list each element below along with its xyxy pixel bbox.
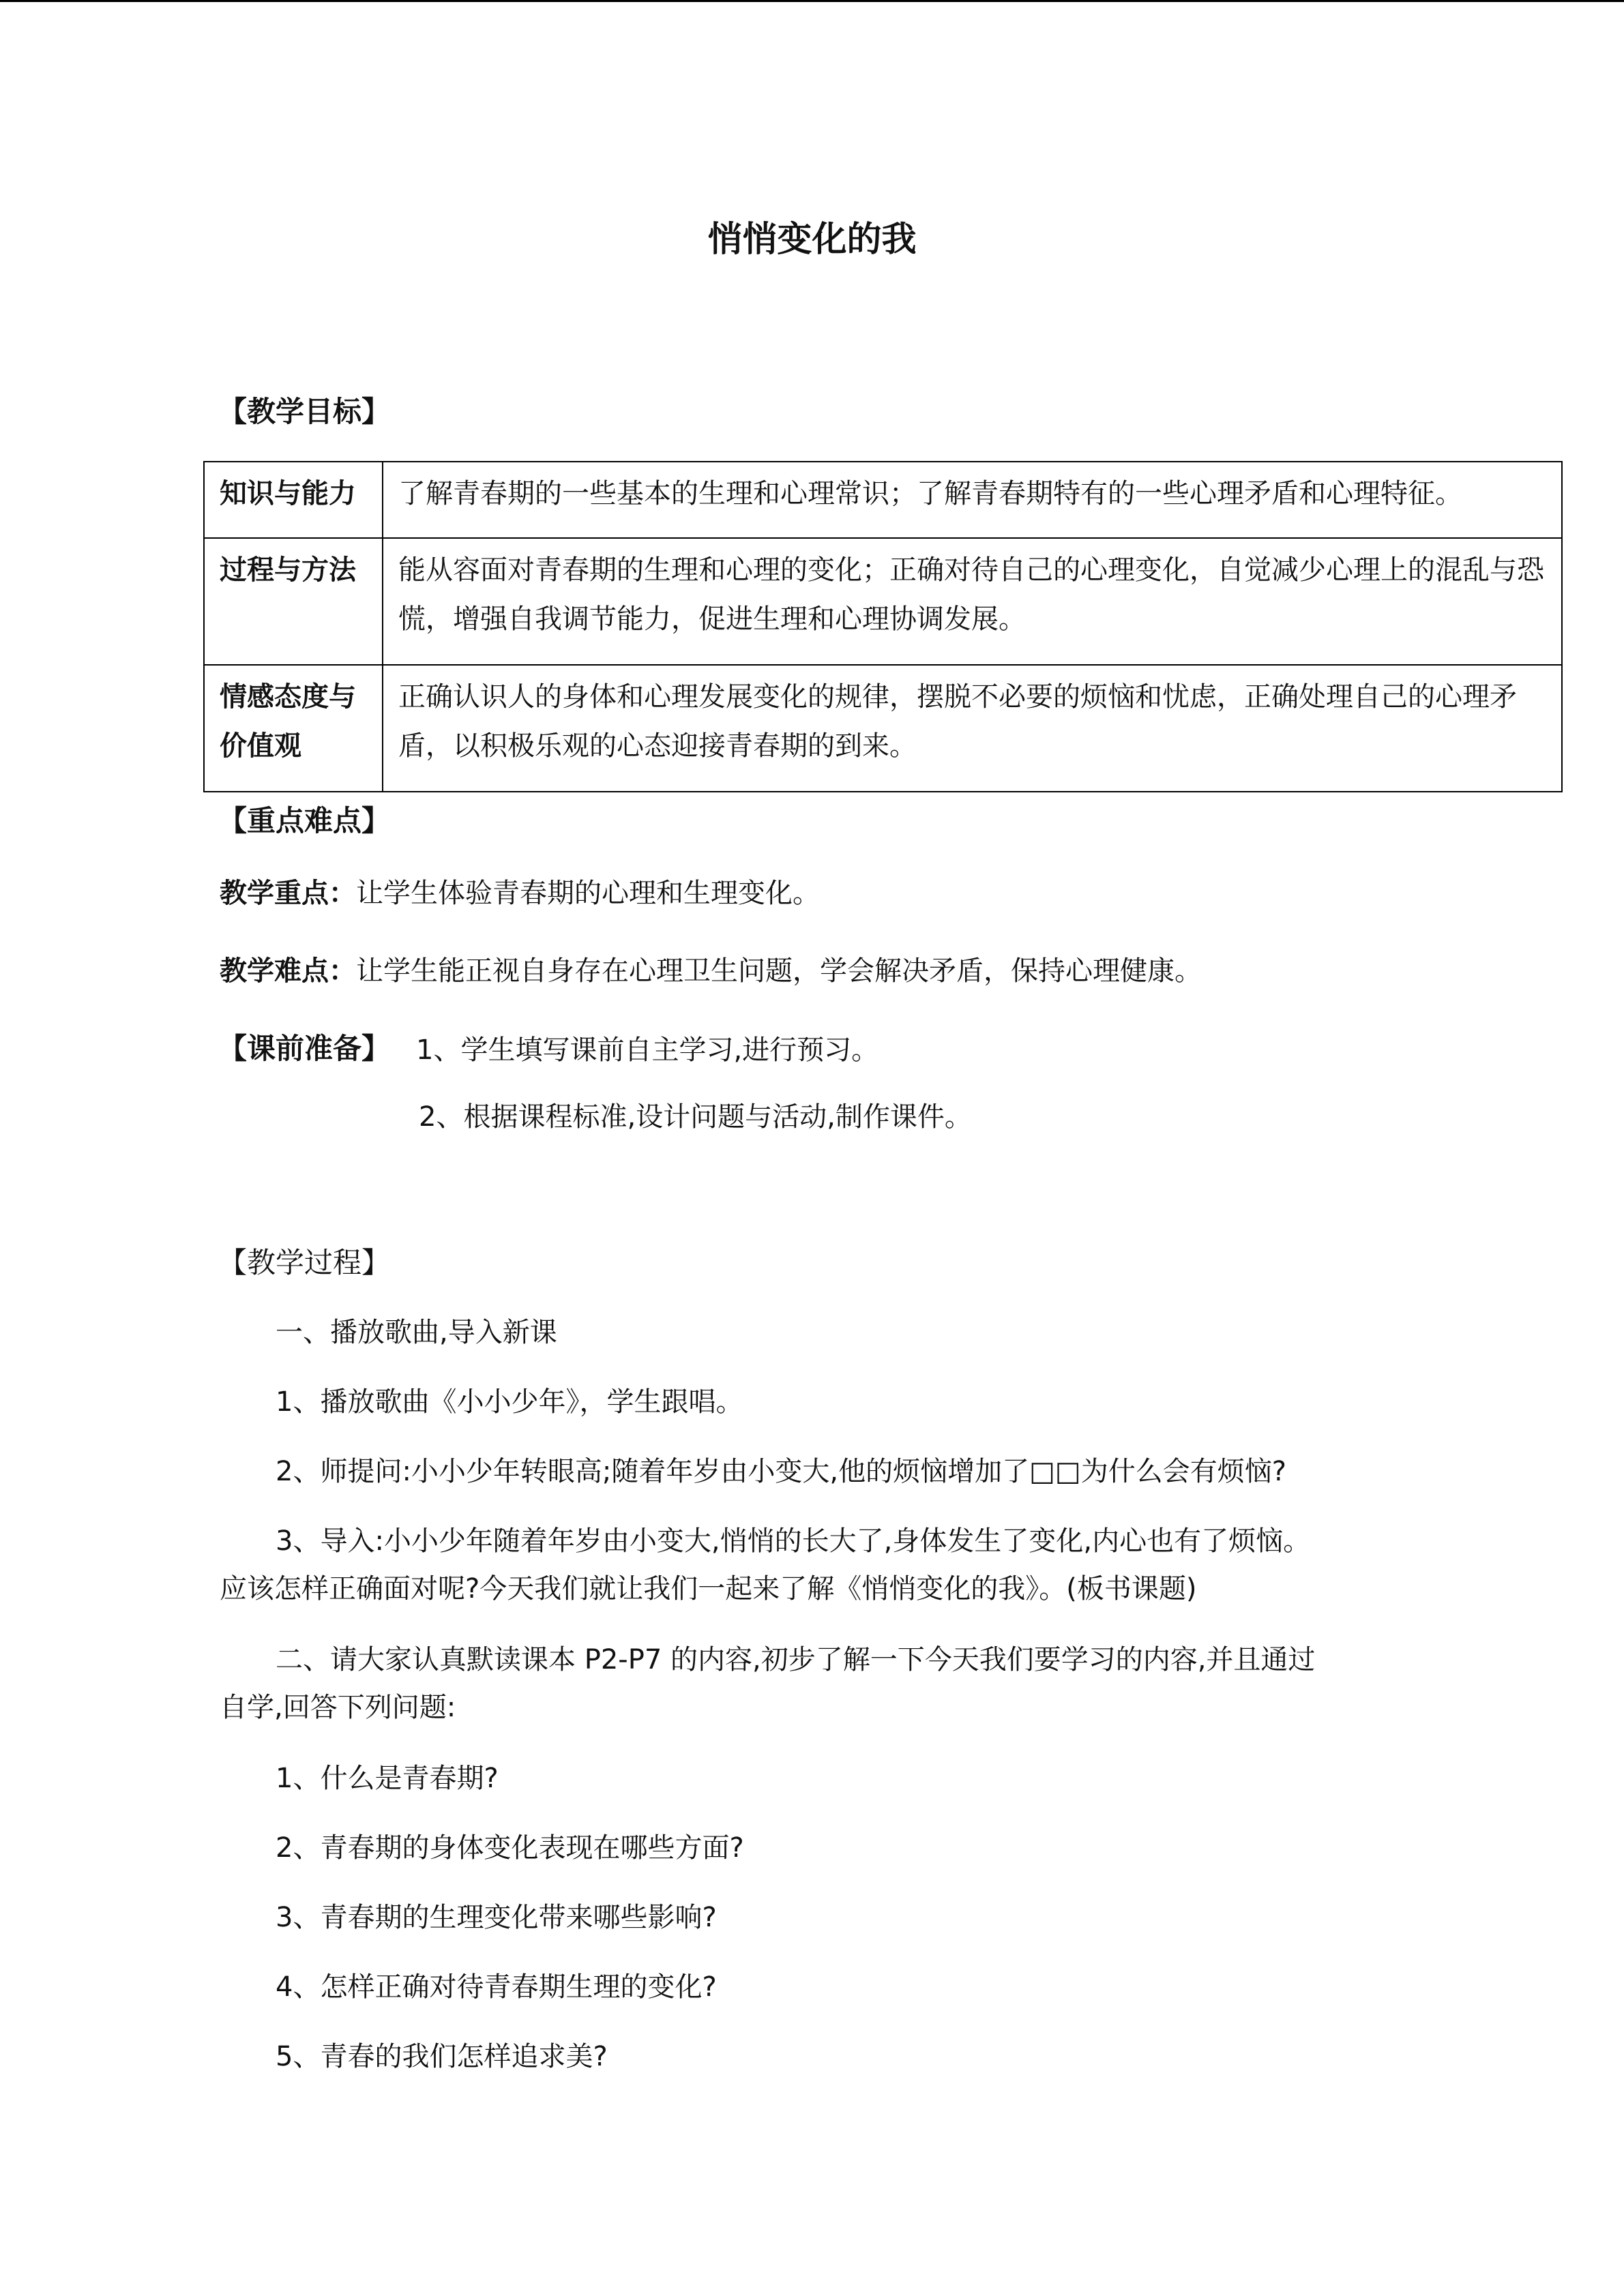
question-item: 5、青春的我们怎样追求美? (276, 2041, 608, 2072)
teaching-difficulty (220, 951, 1202, 992)
teaching-focus-label: 教学重点： (220, 878, 356, 909)
teaching-focus-text: 让学生体验青春期的心理和生理变化。 (356, 878, 820, 909)
preparation-item: 1、学生填写课前自主学习,进行预习。 (416, 1034, 879, 1066)
top-border-line (0, 0, 1624, 2)
objective-description-text: 能从容面对青春期的生理和心理的变化；正确对待自己的心理变化，自觉减少心理上的混乱与恐慌，增强自我调节能力，促进生理和心理协调发展。 (398, 554, 1544, 635)
objectives-table (203, 461, 1563, 792)
page-title: 悄悄变化的我 (707, 220, 917, 260)
objective-description (383, 665, 1562, 792)
table-row (204, 538, 1562, 665)
objective-description (383, 538, 1562, 665)
teaching-focus (220, 873, 820, 914)
process-item: 3、导入:小小少年随着年岁由小变大,悄悄的长大了,身体发生了变化,内心也有了烦恼。 (276, 1525, 1311, 1557)
key-points-heading: 【重点难点】 (218, 804, 391, 837)
table-row (204, 462, 1562, 538)
process-item: 应该怎样正确面对呢?今天我们就让我们一起来了解《悄悄变化的我》。(板书课题) (220, 1573, 1197, 1605)
objective-category: 情感态度与价值观 (204, 665, 383, 792)
teaching-difficulty-label: 教学难点： (220, 955, 356, 987)
objective-description-text: 了解青春期的一些基本的生理和心理常识；了解青春期特有的一些心理矛盾和心理特征。 (398, 478, 1462, 509)
process-part2-line: 二、请大家认真默读课本 P2-P7 的内容,初步了解一下今天我们要学习的内容,并且通过 (276, 1644, 1316, 1675)
objectives-heading: 【教学目标】 (218, 395, 391, 428)
process-item: 1、播放歌曲《小小少年》，学生跟唱。 (276, 1386, 743, 1418)
objective-category: 过程与方法 (204, 538, 383, 665)
teaching-difficulty-text: 让学生能正视自身存在心理卫生问题，学会解决矛盾，保持心理健康。 (356, 955, 1202, 987)
table-row (204, 665, 1562, 792)
process-heading: 【教学过程】 (218, 1246, 391, 1279)
question-item: 4、怎样正确对待青春期生理的变化? (276, 1971, 717, 2003)
objective-category: 知识与能力 (204, 462, 383, 538)
question-item: 3、青春期的生理变化带来哪些影响? (276, 1902, 717, 1933)
preparation-item: 2、根据课程标准,设计问题与活动,制作课件。 (419, 1101, 972, 1133)
process-part2-line: 自学,回答下列问题: (220, 1692, 456, 1723)
process-item: 2、师提问:小小少年转眼高;随着年岁由小变大,他的烦恼增加了□□为什么会有烦恼? (276, 1456, 1286, 1487)
preparation-heading: 【课前准备】 (218, 1032, 391, 1065)
question-item: 2、青春期的身体变化表现在哪些方面? (276, 1832, 744, 1864)
question-item: 1、什么是青春期? (276, 1763, 499, 1794)
objective-description (383, 462, 1562, 538)
process-part1-title: 一、播放歌曲,导入新课 (276, 1317, 557, 1348)
objective-description-text: 正确认识人的身体和心理发展变化的规律，摆脱不必要的烦恼和忧虑，正确处理自己的心理矛盾，以积极乐观的心态迎接青春期的到来。 (398, 681, 1517, 762)
